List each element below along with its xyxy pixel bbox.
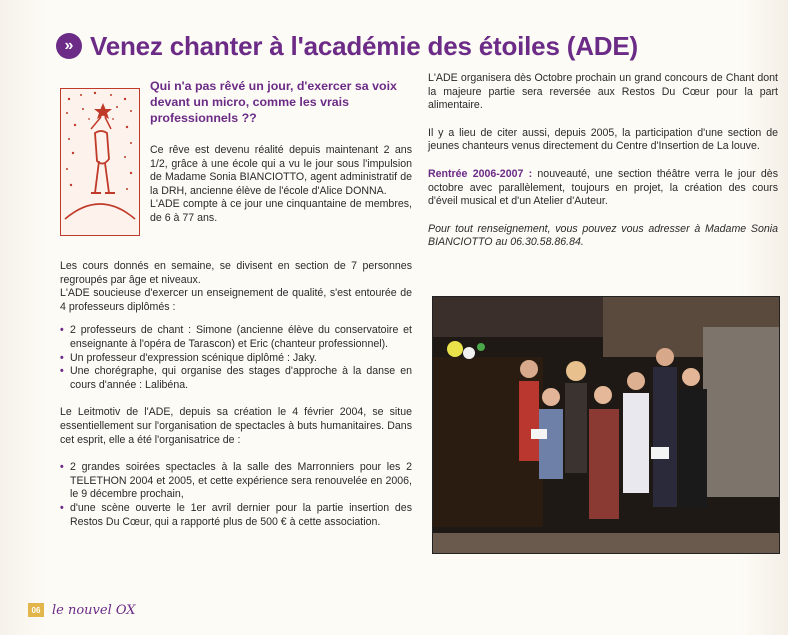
- rentree-paragraph: [428, 168, 778, 209]
- list-item: • 2 grandes soirées spectacles à la salle des Marronniers pour les 2 TELETHON 2004 et 2005, et cette expérience sera renouvelée en 2006, le 9 décembre prochain,: [60, 461, 412, 502]
- contest-paragraph: L'ADE organisera dès Octobre prochain un grand concours de Chant dont la majeure partie sera reversée aux Restos Du Cœur pour la part alimentaire.: [428, 72, 778, 112]
- list-item: • Une chorégraphe, qui organise des stages d'approche à la danse en cours d'année : Lalibéna.: [60, 365, 412, 392]
- double-chevron-right-icon: »: [56, 33, 82, 59]
- star-singer-logo-icon: [60, 88, 140, 236]
- lead-text: Qui n'a pas rêvé un jour, d'exercer sa voix devant un micro, comme les vrais professionnels ??: [150, 79, 397, 125]
- page-footer: [28, 600, 136, 620]
- intro-paragraph-2: L'ADE compte à ce jour une cinquantaine de membres, de 6 à 77 ans.: [150, 198, 412, 224]
- list-item: • Un professeur d'expression scénique diplômé : Jaky.: [60, 352, 412, 366]
- page-number: 06: [28, 603, 44, 617]
- contact-paragraph: Pour tout renseignement, vous pouvez vous adresser à Madame Sonia BIANCIOTTO au 06.30.58.86.84.: [428, 222, 778, 249]
- rentree-text: nouveauté, une section théâtre verra le jour dès octobre avec parallèlement, toujours en projet, la création des cours d'éveil musical et d'un Atelier d'Auteur.: [428, 167, 778, 208]
- article-title: Venez chanter à l'académie des étoiles (ADE): [90, 30, 638, 61]
- teachers-list: [60, 324, 412, 392]
- insertion-paragraph: Il y a lieu de citer aussi, depuis 2005, la participation d'une section de jeunes chanteurs venus directement du Centre d'Insertion de La louve.: [428, 126, 778, 153]
- lead-question: [150, 78, 412, 126]
- right-column: [428, 72, 778, 250]
- events-list: [60, 461, 412, 529]
- list-item: • d'une scène ouverte le 1er avril dernier pour la partie insertion des Restos Du Cœur, qui a rapporté plus de 500 € à cette association.: [60, 502, 412, 529]
- list-item: • 2 professeurs de chant : Simone (ancienne élève du conservatoire et enseignante à l'opéra de Tarascon) et Eric (chanteur professionnel).: [60, 324, 412, 351]
- group-photo: [432, 296, 780, 554]
- left-body: [60, 260, 412, 529]
- intro-block: [150, 144, 412, 226]
- teachers-paragraph: L'ADE soucieuse d'exercer un enseignement de qualité, s'est entourée de 4 professeurs diplômés :: [60, 287, 412, 313]
- intro-paragraph-1: Ce rêve est devenu réalité depuis maintenant 2 ans 1/2, grâce à une école qui a vu le jour sous l'impulsion de Madame Sonia BIANCIOTTO, agent administratif de la DRH, ancienne élève de l'école d'Alice DONNA.: [150, 144, 412, 197]
- magazine-name: le nouvel OX: [52, 602, 136, 618]
- courses-paragraph: Les cours donnés en semaine, se divisent en section de 7 personnes regroupés par âge et niveaux.: [60, 260, 412, 286]
- rentree-label: Rentrée 2006-2007 :: [428, 167, 533, 180]
- article-header: [56, 28, 638, 64]
- leitmotiv-paragraph: Le Leitmotiv de l'ADE, depuis sa création le 4 février 2004, se situe essentiellement sur l'organisation de spectacles à buts humanitaires. Dans cet esprit, elle a été l'organisatrice de :: [60, 406, 412, 446]
